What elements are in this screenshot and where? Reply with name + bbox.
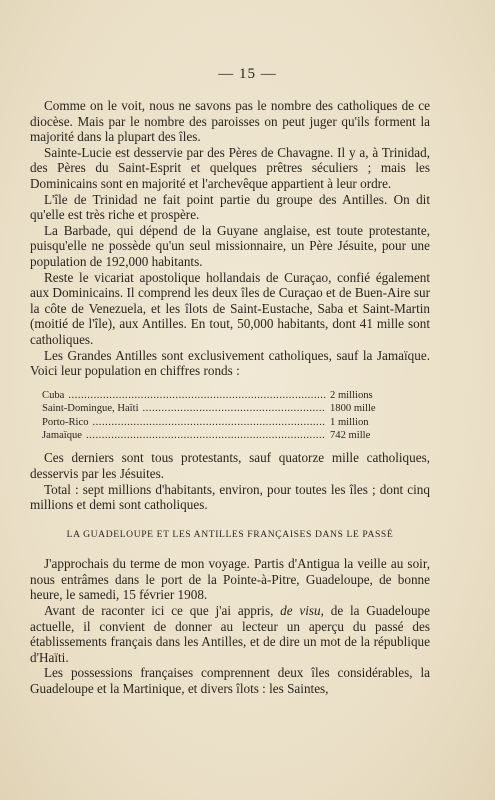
paragraph: Les possessions françaises comprennent deux îles considérables, la Guadeloupe et la Martinique, et divers îlots : les Saintes, xyxy=(30,665,430,697)
paragraph xyxy=(30,603,430,665)
paragraph: L'île de Trinidad ne fait point partie du groupe des Antilles. On dit qu'elle est très riche et prospère. xyxy=(30,191,430,223)
population-value: 1 million xyxy=(330,416,369,428)
list-item xyxy=(42,389,430,402)
dot-leader xyxy=(86,429,326,442)
paragraph: Comme on le voit, nous ne savons pas le nombre des catholiques de ce diocèse. Mais par le nombre des paroisses on peut juger qu'ils forment la majorité dans la plupart des îles. xyxy=(30,98,430,145)
paragraph: Les Grandes Antilles sont exclusivement catholiques, sauf la Jamaïque. Voici leur population en chiffres ronds : xyxy=(30,347,430,379)
island-name: Jamaïque xyxy=(42,429,83,441)
population-value: 742 mille xyxy=(330,429,371,441)
section-heading: LA GUADELOUPE ET LES ANTILLES FRANÇAISES DANS LE PASSÉ xyxy=(66,528,394,540)
page-number: — 15 — xyxy=(218,66,277,82)
list-item xyxy=(42,429,430,442)
paragraph-text: Avant de raconter ici ce que j'ai appris, xyxy=(44,603,281,619)
list-item xyxy=(42,416,430,429)
paragraph: Reste le vicariat apostolique hollandais de Curaçao, confié également aux Dominicains. Il comprend les deux îles de Curaçao et de Buen-Aire sur la côte de Venezuela, et les îlots de Saint-Eustache, Saba et Saint-Martin (moitié de l'île), aux Antilles. En tout, 50,000 habitants, dont 41 mille sont catholiques. xyxy=(30,269,430,347)
paragraph: Sainte-Lucie est desservie par des Pères de Chavagne. Il y a, à Trinidad, des Pères du Saint-Esprit et quelques prêtres séculiers ; mais les Dominicains sont en majorité et l'archevêque appartient à leur ordre. xyxy=(30,144,430,191)
population-value: 1800 mille xyxy=(330,403,376,415)
population-list xyxy=(42,389,430,443)
dot-leader xyxy=(143,402,326,415)
paragraph: La Barbade, qui dépend de la Guyane anglaise, est toute protestante, puisqu'elle ne possède qu'un seul missionnaire, un Père Jésuite, pour une population de 192,000 habitants. xyxy=(30,222,430,269)
dot-leader xyxy=(93,416,327,429)
list-item xyxy=(42,402,430,415)
island-name: Porto-Rico xyxy=(42,416,89,428)
island-name: Cuba xyxy=(42,389,65,401)
paragraph-text: , de la Guadeloupe actuelle, il convient de donner au lecteur un aperçu du passé des établissements français dans les Antilles, et de dire un mot de la république d'Haïti. xyxy=(30,603,430,665)
italic-phrase: de visu xyxy=(280,603,321,619)
paragraph: Total : sept millions d'habitants, environ, pour toutes les îles ; dont cinq millions et demi sont catholiques. xyxy=(30,481,430,513)
population-value: 2 millions xyxy=(330,389,373,401)
body-text xyxy=(30,98,430,697)
island-name: Saint-Domingue, Haïti xyxy=(42,403,139,415)
dot-leader xyxy=(68,389,326,402)
paragraph: J'approchais du terme de mon voyage. Partis d'Antigua la veille au soir, nous entrâmes dans le port de la Pointe-à-Pitre, Guadeloupe, de bonne heure, le samedi, 15 février 1908. xyxy=(30,556,430,603)
paragraph: Ces derniers sont tous protestants, sauf quatorze mille catholiques, desservis par les Jésuites. xyxy=(30,450,430,481)
